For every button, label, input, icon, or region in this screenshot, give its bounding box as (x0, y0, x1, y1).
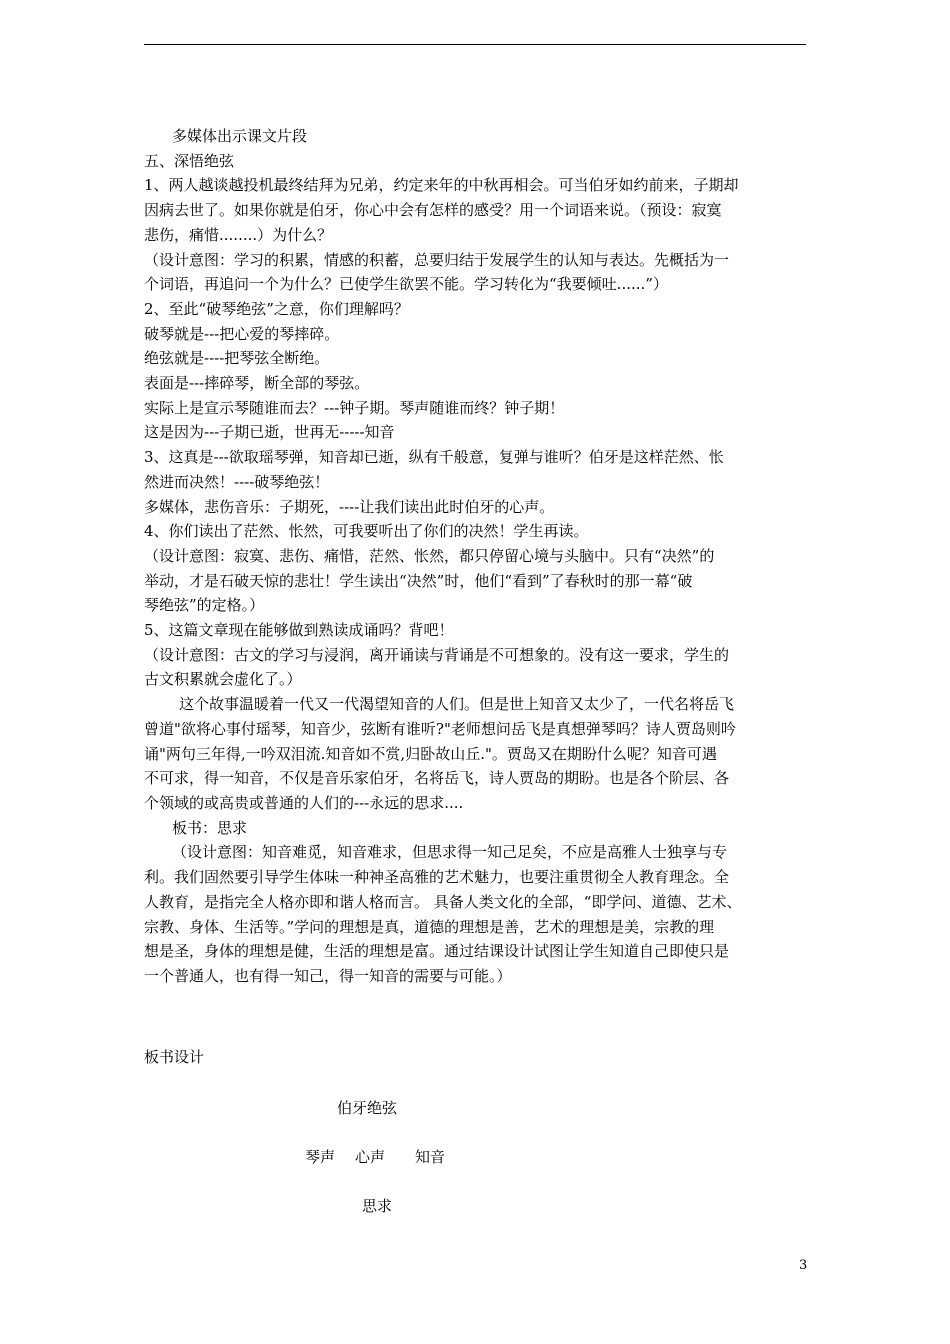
text-line: 因病去世了。如果你就是伯牙，你心中会有怎样的感受？用一个词语来说。（预设：寂寞 (144, 201, 722, 220)
text-line: 2、至此“破琴绝弦”之意，你们理解吗？ (144, 299, 409, 318)
text-line: 实际上是宣示琴随谁而去？---钟子期。琴声随谁而终？钟子期！ (144, 398, 565, 417)
board-word-xinsheng: 心声 (355, 1148, 386, 1166)
text-line: （设计意图：古文的学习与浸润，离开诵读与背诵是不可想象的。没有这一要求，学生的 (144, 645, 730, 664)
board-design-heading: 板书设计 (144, 1048, 205, 1066)
text-line: 曾道"欲将心事付瑶琴，知音少，弦断有谁听?"老师想问岳飞是真想弹琴吗？诗人贾岛则吟 (144, 719, 736, 738)
text-line: 这是因为---子期已逝，世再无-----知音 (144, 423, 395, 442)
board-bottom: 思求 (362, 1197, 393, 1215)
text-line: （设计意图：学习的积累，情感的积蓄，总要归结于发展学生的认知与表达。先概括为一 (144, 250, 730, 269)
document-body (144, 124, 812, 989)
section-heading: 五、深悟绝弦 (144, 151, 235, 170)
text-line: 想是圣，身体的理想是健，生活的理想是富。通过结课设计试图让学生知道自己即使只是 (144, 942, 730, 961)
text-line: 利。我们固然要引导学生体味一种神圣高雅的艺术魅力，也要注重贯彻全人教育理念。全 (144, 868, 730, 887)
board-title: 伯牙绝弦 (337, 1099, 398, 1117)
text-line: 这个故事温暖着一代又一代渴望知音的人们。但是世上知音又太少了，一代名将岳飞 (179, 695, 735, 714)
text-line: 琴绝弦”的定格。） (144, 596, 265, 615)
text-line: 多媒体出示课文片段 (172, 127, 308, 145)
text-line: 举动，才是石破天惊的悲壮！学生读出“决然”时，他们“看到”了春秋时的那一幕“破 (144, 571, 693, 590)
text-line: 宗教、身体、生活等。”学问的理想是真，道德的理想是善，艺术的理想是美，宗教的理 (144, 917, 715, 936)
text-line: 诵"两句三年得,一吟双泪流.知音如不赏,归卧故山丘."。贾岛又在期盼什么呢？知音可遇 (144, 744, 717, 763)
text-line: 破琴就是---把心爱的琴摔碎。 (144, 324, 340, 343)
text-line: 然进而决然！----破琴绝弦！ (144, 472, 330, 491)
text-line: 古文积累就会虚化了。） (144, 670, 302, 689)
text-line: （设计意图：知音难觅，知音难求，但思求得一知己足矣，不应是高雅人士独享与专 (172, 843, 728, 862)
text-line: 悲伤，痛惜........）为什么？ (144, 225, 333, 244)
text-line: 个词语，再追问一个为什么？已使学生欲罢不能。学习转化为“我要倾吐......”） (144, 275, 668, 294)
text-line: 1、两人越谈越投机最终结拜为兄弟，约定来年的中秋再相会。可当伯牙如约前来，子期却 (144, 176, 739, 195)
page-number: 3 (799, 1258, 808, 1273)
header-rule (144, 44, 806, 45)
text-line: 绝弦就是----把琴弦全断绝。 (144, 349, 330, 368)
text-line: 一个普通人，也有得一知己，得一知音的需要与可能。） (144, 966, 512, 985)
text-line: 板书：思求 (172, 818, 248, 837)
text-line: 多媒体，悲伤音乐：子期死，----让我们读出此时伯牙的心声。 (144, 497, 555, 516)
text-line: 3、这真是---欲取瑶琴弹，知音却已逝，纵有千般意，复弹与谁听？伯牙是这样茫然、怅 (144, 448, 724, 467)
text-line: 不可求，得一知音，不仅是音乐家伯牙，名将岳飞，诗人贾岛的期盼。也是各个阶层、各 (144, 769, 730, 788)
board-word-qinsheng: 琴声 (305, 1148, 336, 1166)
text-line: 人教育，是指完全人格亦即和谐人格而言。 具备人类文化的全部，“即学问、道德、艺术、 (144, 892, 742, 911)
text-line: 4、你们读出了茫然、怅然，可我要听出了你们的决然！学生再读。 (144, 522, 589, 541)
text-line: （设计意图：寂寞、悲伤、痛惜，茫然、怅然，都只停留心境与头脑中。只有“决然”的 (144, 546, 715, 565)
text-line: 个领域的或高贵或普通的人们的---永远的思求.... (144, 793, 464, 812)
text-line: 5、这篇文章现在能够做到熟读成诵吗？背吧！ (144, 621, 454, 640)
text-line: 表面是---摔碎琴，断全部的琴弦。 (144, 374, 370, 393)
board-word-zhiyin: 知音 (415, 1148, 446, 1166)
